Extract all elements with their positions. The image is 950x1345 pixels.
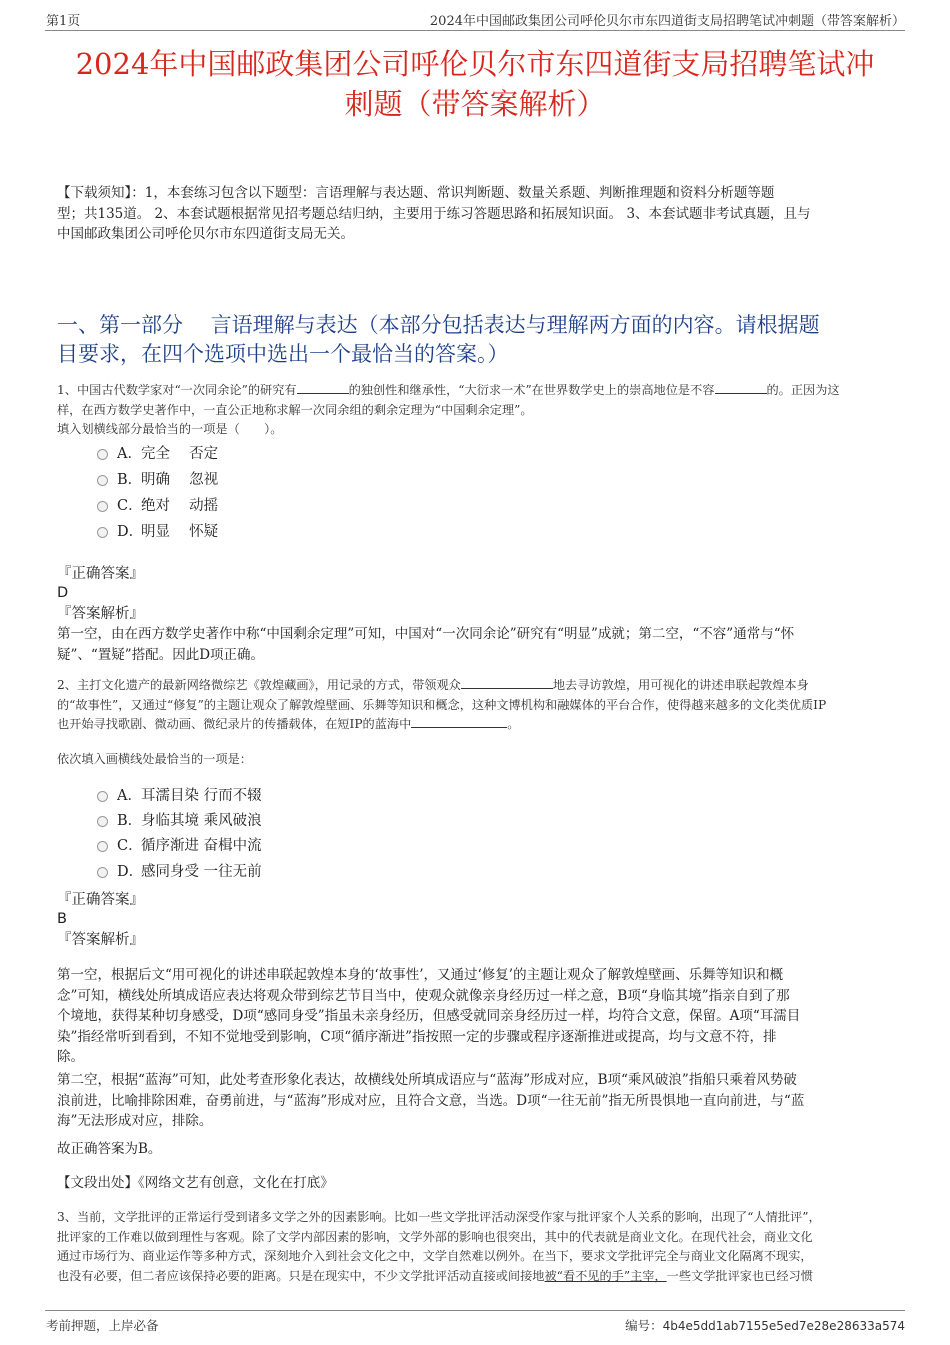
- question-3-stem: [57, 1208, 917, 1286]
- header-doc-title: 2024年中国邮政集团公司呼伦贝尔市东四道街支局招聘笔试冲刺题（带答案解析）: [429, 14, 905, 29]
- radio-icon[interactable]: [97, 791, 108, 802]
- question-2-option-d[interactable]: D．感同身受 一往无前: [97, 862, 262, 882]
- question-1-option-a[interactable]: A．完全 否定: [97, 444, 218, 464]
- radio-icon[interactable]: [97, 501, 108, 512]
- analysis-line: 第二空，根据“蓝海”可知，此处考查形象化表达，故横线处所填成语应与“蓝海”形成对应，B项“乘风破浪”指船只乘着风势破: [57, 1072, 797, 1088]
- blank-line: [411, 727, 507, 728]
- blank-line: [715, 393, 767, 394]
- question-2-option-b[interactable]: B．身临其境 乘风破浪: [97, 811, 262, 831]
- analysis-line: 疑”、“置疑”搭配。因此D项正确。: [57, 646, 265, 663]
- question-3-line: 也没有必要，但二者应该保持必要的距离。只是在现实中，不少文学批评活动直接或间接地被“看不见的手”主宰，一些文学批评家也已经习惯: [57, 1268, 813, 1283]
- question-1-line: 填入划横线部分最恰当的一项是（ ）。: [57, 422, 283, 436]
- question-1-answer: D: [57, 585, 69, 601]
- question-1-analysis: [57, 624, 917, 665]
- question-2-analysis-label: 『答案解析』: [57, 932, 144, 948]
- question-1-line: 1、中国古代数学家对“一次同余论”的研究有 的独创性和继承性，“大衍求一术”在世界数学史上的崇高地位是不容 的。正因为这: [57, 383, 840, 397]
- question-2-line: 2、主打文化遗产的最新网络微综艺《敦煌藏画》，用记录的方式，带领观众 地去寻访敦煌，用可视化的讲述串联起敦煌本身: [57, 678, 809, 692]
- header-page-number: 第1页: [46, 14, 81, 29]
- question-2-source: 【文段出处】《网络文艺有创意，文化在打底》: [57, 1175, 334, 1191]
- notice-line: 型；共135道。 2、本套试题根据常见招考题总结归纳，主要用于练习答题思路和拓展知识面。 3、本套试题非考试真题，且与: [57, 205, 811, 222]
- analysis-line: 海”无法形成对应，排除。: [57, 1113, 213, 1129]
- blank-line: [297, 393, 349, 394]
- analysis-line: 浪前进，比喻排除困难，奋勇前进，与“蓝海”形成对应，且符合文意，当选。D项“一往无前”指无所畏惧地一直向前进，与“蓝: [57, 1092, 805, 1109]
- radio-icon[interactable]: [97, 527, 108, 538]
- question-3-line: 通过市场行为、商业运作等多种方式，深刻地介入到社会文化之中，文学自然难以例外。在当下，要求文学批评完全与商业文化隔离不现实，: [57, 1249, 813, 1263]
- page-title-line2: 刺题（带答案解析）: [344, 87, 606, 121]
- question-2-conclusion: 故正确答案为B。: [57, 1141, 162, 1157]
- section-heading: [57, 311, 917, 369]
- question-2-line: 也开始寻找歌剧、微动画、微纪录片的传播载体，在短IP的蓝海中 。: [57, 717, 520, 731]
- question-2-answer: B: [57, 911, 67, 927]
- question-1-option-b[interactable]: B．明确 忽视: [97, 470, 218, 490]
- question-1-stem: [57, 381, 917, 440]
- question-2-prompt: 依次填入画横线处最恰当的一项是：: [57, 752, 252, 766]
- question-1-correct-label: 『正确答案』: [57, 566, 144, 582]
- question-1-option-c[interactable]: C．绝对 动摇: [97, 496, 218, 516]
- question-2-option-c[interactable]: C．循序渐进 奋楫中流: [97, 836, 262, 856]
- question-2-line: 的“故事性”，又通过“修复”的主题让观众了解敦煌壁画、乐舞等知识和概念，这种文博机构和融媒体的平台合作，使得越来越多的文化类优质IP: [57, 697, 827, 712]
- radio-icon[interactable]: [97, 816, 108, 827]
- analysis-line: 除。: [57, 1049, 84, 1065]
- analysis-line: 第一空，由在西方数学史著作中称“中国剩余定理”可知，中国对“一次同余论”研究有“明显”成就；第二空，“不容”通常与“怀: [57, 626, 795, 642]
- analysis-line: 染”指经常听到看到，不知不觉地受到影响，C项“循序渐进”指按照一定的步骤或程序逐渐推进或提高，均与文意不符，排: [57, 1028, 777, 1045]
- question-2-stem: [57, 676, 917, 735]
- question-1-option-d[interactable]: D．明显 怀疑: [97, 522, 218, 542]
- blank-line: [461, 688, 553, 689]
- question-3-line: 3、当前，文学批评的正常运行受到诸多文学之外的因素影响。比如一些文学批评活动深受作家与批评家个人关系的影响，出现了“人情批评”，: [57, 1210, 821, 1224]
- footer-code: [625, 1316, 905, 1334]
- footer-divider: [45, 1310, 905, 1311]
- footer-code-value: 4b4e5dd1ab7155e5ed7e28e28633a574: [662, 1319, 905, 1333]
- section-heading-line1: 一、第一部分 言语理解与表达（本部分包括表达与理解两方面的内容。请根据题: [57, 313, 820, 337]
- footer-slogan: 考前押题，上岸必备: [46, 1318, 159, 1333]
- question-2-correct-label: 『正确答案』: [57, 892, 144, 908]
- question-2-analysis-paragraph-1: [57, 965, 917, 1068]
- analysis-line: 念”可知，横线处所填成语应表达将观众带到综艺节目当中，使观众就像亲身经历过一样之意，B项“身临其境”指亲自到了那: [57, 987, 790, 1004]
- radio-icon[interactable]: [97, 475, 108, 486]
- section-heading-line2: 目要求，在四个选项中选出一个最恰当的答案。）: [57, 342, 509, 366]
- analysis-line: 第一空，根据后文“用可视化的讲述串联起敦煌本身的‘故事性’，又通过‘修复’的主题让观众了解敦煌壁画、乐舞等知识和概: [57, 967, 784, 983]
- page-title-line1: 2024年中国邮政集团公司呼伦贝尔市东四道街支局招聘笔试冲: [75, 47, 875, 81]
- page-title: [40, 44, 910, 124]
- question-3-line: 批评家的工作难以做到理性与客观。除了文学内部因素的影响，文学外部的影响也很突出，其中的代表就是商业文化。在现代社会，商业文化: [57, 1229, 813, 1244]
- radio-icon[interactable]: [97, 867, 108, 878]
- radio-icon[interactable]: [97, 449, 108, 460]
- question-2-option-a[interactable]: A．耳濡目染 行而不辍: [97, 786, 262, 806]
- download-notice: [57, 183, 907, 245]
- radio-icon[interactable]: [97, 841, 108, 852]
- analysis-line: 个境地，获得某种切身感受，D项“感同身受”指虽未亲身经历，但感受就同亲身经历过一样，均符合文意，保留。A项“耳濡目: [57, 1008, 801, 1024]
- notice-line: 【下载须知】：1，本套练习包含以下题型：言语理解与表达题、常识判断题、数量关系题、判断推理题和资料分析题等题: [57, 185, 775, 201]
- question-1-analysis-label: 『答案解析』: [57, 606, 144, 622]
- question-1-line: 样，在西方数学史著作中，一直公正地称求解一次同余组的剩余定理为“中国剩余定理”。: [57, 402, 533, 417]
- underlined-phrase: 被“看不见的手”主宰，: [544, 1268, 667, 1283]
- header-divider: [45, 30, 905, 31]
- footer-code-label: 编号：: [625, 1318, 663, 1333]
- question-2-analysis-paragraph-2: [57, 1070, 917, 1132]
- notice-line: 中国邮政集团公司呼伦贝尔市东四道街支局无关。: [57, 226, 354, 242]
